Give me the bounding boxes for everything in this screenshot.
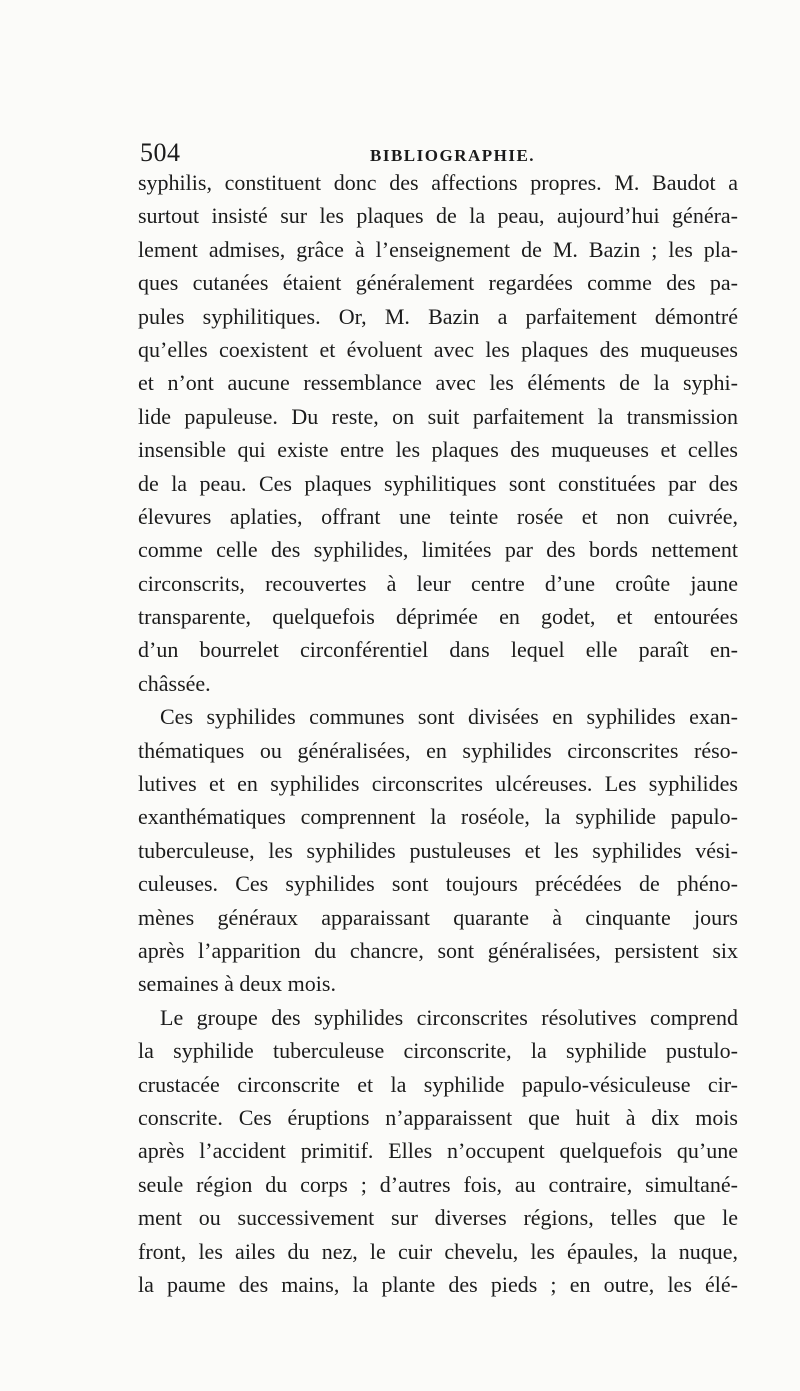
text-line: mènes généraux apparaissant quarante à cinquante jours	[138, 904, 738, 930]
text-line: ques cutanées étaient généralement regardées comme des pa-	[138, 270, 738, 296]
text-line: front, les ailes du nez, le cuir chevelu, les épaules, la nuque,	[138, 1238, 738, 1264]
text-line: circonscrits, recouvertes à leur centre d’une croûte jaune	[138, 570, 738, 596]
text-line: la paume des mains, la plante des pieds ; en outre, les élé-	[138, 1271, 738, 1297]
text-line: qu’elles coexistent et évoluent avec les plaques des muqueuses	[138, 336, 738, 362]
text-line: la syphilide tuberculeuse circonscrite, la syphilide pustulo-	[138, 1038, 738, 1064]
text-line: semaines à deux mois.	[138, 971, 336, 997]
text-line: et n’ont aucune ressemblance avec les éléments de la syphi-	[138, 370, 738, 396]
text-line: insensible qui existe entre les plaques des muqueuses et celles	[138, 437, 738, 463]
text-line: lutives et en syphilides circonscrites ulcéreuses. Les syphilides	[138, 771, 738, 797]
text-line: après l’accident primitif. Elles n’occupent quelquefois qu’une	[138, 1138, 738, 1164]
text-line: lide papuleuse. Du reste, on suit parfaitement la transmission	[138, 403, 738, 429]
text-line: exanthématiques comprennent la roséole, la syphilide papulo-	[138, 804, 738, 830]
text-line: transparente, quelquefois déprimée en godet, et entourées	[138, 604, 738, 630]
text-line: culeuses. Ces syphilides sont toujours précédées de phéno-	[138, 871, 738, 897]
text-line: après l’apparition du chancre, sont généralisées, persistent six	[138, 937, 738, 963]
text-line: Le groupe des syphilides circonscrites résolutives comprend	[160, 1004, 738, 1030]
text-line: de la peau. Ces plaques syphilitiques sont constituées par des	[138, 470, 738, 496]
text-line: comme celle des syphilides, limitées par des bords nettement	[138, 537, 738, 563]
text-line: élevures aplaties, offrant une teinte rosée et non cuivrée,	[138, 503, 738, 529]
text-line: châssée.	[138, 670, 211, 696]
text-line: Ces syphilides communes sont divisées en syphilides exan-	[160, 704, 738, 730]
text-line: lement admises, grâce à l’enseignement de M. Bazin ; les pla-	[138, 236, 738, 262]
text-line: crustacée circonscrite et la syphilide papulo-vésiculeuse cir-	[138, 1071, 738, 1097]
text-line: seule région du corps ; d’autres fois, au contraire, simultané-	[138, 1171, 738, 1197]
text-line: tuberculeuse, les syphilides pustuleuses et les syphilides vési-	[138, 837, 738, 863]
body-text	[138, 166, 738, 1301]
text-line: ment ou successivement sur diverses régions, telles que le	[138, 1205, 738, 1231]
running-head: BIBLIOGRAPHIE.	[370, 146, 536, 165]
text-line: d’un bourrelet circonférentiel dans lequel elle paraît en-	[138, 637, 738, 663]
page-number: 504	[140, 138, 181, 167]
text-line: thématiques ou généralisées, en syphilides circonscrites réso-	[138, 737, 738, 763]
text-line: surtout insisté sur les plaques de la peau, aujourd’hui généra-	[138, 203, 738, 229]
text-line: pules syphilitiques. Or, M. Bazin a parfaitement démontré	[138, 303, 738, 329]
text-line: conscrite. Ces éruptions n’apparaissent que huit à dix mois	[138, 1104, 738, 1130]
text-line: syphilis, constituent donc des affections propres. M. Baudot a	[138, 170, 738, 195]
